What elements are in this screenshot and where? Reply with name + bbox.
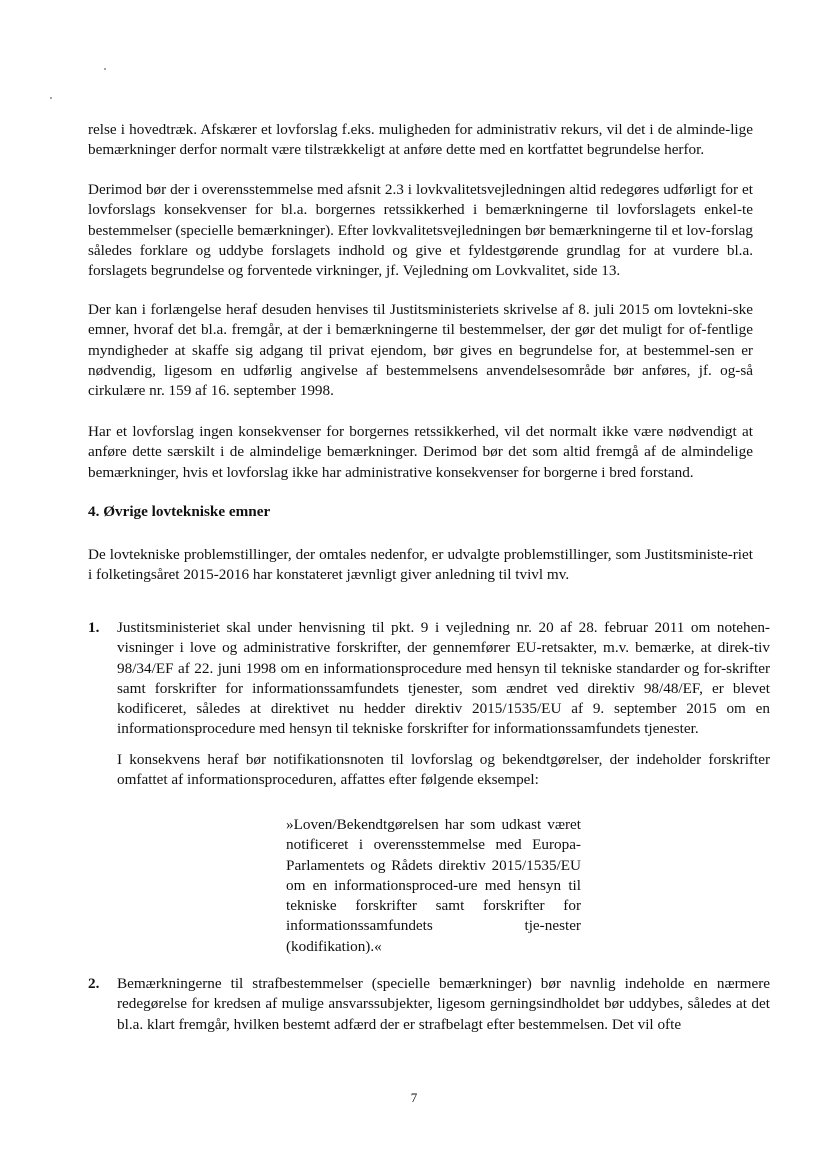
list-number: 2. <box>88 975 100 992</box>
scan-speck <box>104 68 106 70</box>
section-heading: 4. Øvrige lovtekniske emner <box>88 503 271 520</box>
scan-speck <box>50 97 52 99</box>
paragraph-ministry-letter: Der kan i forlængelse heraf desuden henvises til Justitsministeriets skrivelse af 8. juli 2015 om lovtekni-ske emner, hvoraf det bl.a. fremgår, at der i bemærkningerne til bestemmelser, der gør det muligt for of-fentlige myndigheder at skaffe sig adgang til privat ejendom, bør gives en begrundelse for, at bestemmel-sen er nødvendig, ligesom en udførlig angivelse af bestemmelsens anvendelsesområde bør anføres, jf. og-så cirkulære nr. 159 af 16. september 1998. <box>88 301 753 400</box>
quoted-example: »Loven/Bekendtgørelsen har som udkast været notificeret i overensstemmelse med Europa-Parlamentets og Rådets direktiv 2015/1535/EU om en informationsproced-ure med hensyn til tekniske forskrifter samt forskrifter for informationssamfundets tje-nester (kodifikation).« <box>286 816 581 955</box>
list-number: 1. <box>88 619 100 636</box>
paragraph-no-consequences: Har et lovforslag ingen konsekvenser for borgernes retssikkerhed, vil det normalt ikke være nødvendigt at anføre dette særskilt i de almindelige bemærkninger. Derimod bør det som altid fremgå af de almindelige bemærkninger, hvis et lovforslag ikke har administrative konsekvenser for borgerne i bred forstand. <box>88 423 753 481</box>
paragraph-legal-certainty: Derimod bør der i overensstemmelse med afsnit 2.3 i lovkvalitetsvejledningen altid redegøres udførligt for et lovforslags konsekvenser for bl.a. borgernes retssikkerhed i bemærkningerne til lovforslagets enkel-te bestemmelser (specielle bemærkninger). Efter lovkvalitetsvejledningen bør bemærkningerne til et lov-forslag således forklare og uddybe forslagets indhold og give et fyldestgørende grundlag for at vurdere bl.a. forslagets begrundelse og forventede virkninger, jf. Vejledning om Lovkvalitet, side 13. <box>88 181 753 280</box>
paragraph-continuation: relse i hovedtræk. Afskærer et lovforslag f.eks. muligheden for administrativ rekurs, vil det i de alminde-lige bemærkninger derfor normalt være tilstrækkeligt at anføre dette med en kortfattet begrundelse herfor. <box>88 121 753 159</box>
list-item-text: Justitsministeriet skal under henvisning til pkt. 9 i vejledning nr. 20 af 28. februar 2011 om notehen-visninger i love og administrative forskrifter, der gennemfører EU-retsakter, m.v. bemærke, at direk-tiv 98/34/EF af 22. juni 1998 om en informationsprocedure med hensyn til tekniske standarder og for-skrifter samt forskrifter for informationssamfundets tjenester, som ændret ved direktiv 98/48/EF, er blevet kodificeret, således at direktivet nu hedder direktiv 2015/1535/EU af 9. september 2015 om en informationsprocedure med hensyn til tekniske forskrifter for informationssamfundets tjenester. <box>117 619 770 738</box>
list-item-followup: I konsekvens heraf bør notifikationsnoten til lovforslag og bekendtgørelser, der indeholder forskrifter omfattet af informationsproceduren, affattes efter følgende eksempel: <box>117 751 770 789</box>
list-item-text: Bemærkningerne til strafbestemmelser (specielle bemærkninger) bør navnlig indeholde en nærmere redegørelse for kredsen af mulige ansvarssubjekter, ligesom gerningsindholdet bør uddybes, således at det bl.a. klart fremgår, hvilken bestemt adfærd der er strafbelagt efter bestemmelsen. Det vil ofte <box>117 975 770 1033</box>
page-number: 7 <box>410 1090 418 1105</box>
paragraph-intro: De lovtekniske problemstillinger, der omtales nedenfor, er udvalgte problemstillinger, som Justitsministe-riet i folketingsåret 2015-2016 har konstateret jævnligt giver anledning til tvivl mv. <box>88 546 753 584</box>
